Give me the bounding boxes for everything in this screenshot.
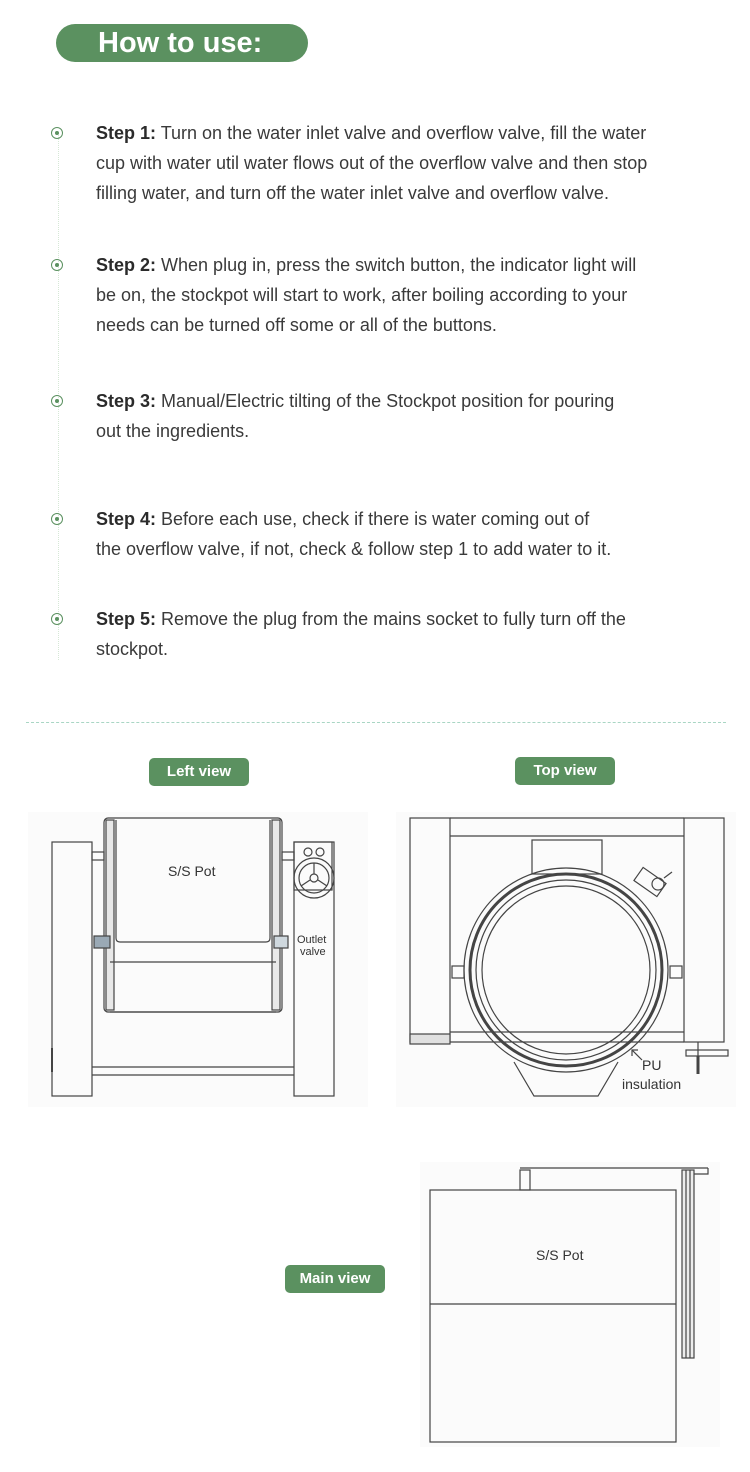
top-view-diagram xyxy=(396,812,736,1107)
step-5-label: Step 5: xyxy=(96,609,157,629)
step-4-body: Before each use, check if there is water coming out of the overflow valve, if not, check & follow step 1 to add water to it. xyxy=(96,509,612,559)
step-1-body: Turn on the water inlet valve and overflow valve, fill the water cup with water util water flows out of the overflow valve and then stop filling water, and turn off the water inlet valve and overflow valve. xyxy=(96,123,648,203)
outlet-valve-label-2: valve xyxy=(300,946,326,958)
step-2-label: Step 2: xyxy=(96,255,157,275)
bullet-icon xyxy=(51,613,63,625)
bullet-icon xyxy=(51,127,63,139)
pu-label: PU xyxy=(642,1057,662,1073)
step-1-text xyxy=(96,118,726,208)
step-4-text xyxy=(96,504,726,564)
bullet-icon xyxy=(51,513,63,525)
step-2-body: When plug in, press the switch button, the indicator light will be on, the stockpot will start to work, after boiling according to your needs can be turned off some or all of the buttons. xyxy=(96,255,637,335)
section-divider xyxy=(26,722,726,723)
main-view-label: Main view xyxy=(285,1265,385,1293)
step-3-body: Manual/Electric tilting of the Stockpot position for pouring out the ingredients. xyxy=(96,391,615,441)
step-4-label: Step 4: xyxy=(96,509,157,529)
main-view-pot-label: S/S Pot xyxy=(536,1247,584,1263)
step-5-text xyxy=(96,604,726,664)
step-1-label: Step 1: xyxy=(96,123,157,143)
left-view-label: Left view xyxy=(149,758,249,786)
step-3-label: Step 3: xyxy=(96,391,157,411)
bullet-icon xyxy=(51,395,63,407)
step-3-text xyxy=(96,386,726,446)
step-5-body: Remove the plug from the mains socket to fully turn off the stockpot. xyxy=(96,609,626,659)
how-to-use-title: How to use: xyxy=(56,24,308,62)
main-view-diagram xyxy=(420,1162,720,1447)
insulation-label: insulation xyxy=(622,1076,682,1092)
outlet-valve-label-1: Outlet xyxy=(297,934,327,946)
top-view-label: Top view xyxy=(515,757,615,785)
left-view-diagram xyxy=(28,812,368,1107)
step-2-text xyxy=(96,250,726,340)
bullet-icon xyxy=(51,259,63,271)
left-view-pot-label: S/S Pot xyxy=(168,863,216,879)
